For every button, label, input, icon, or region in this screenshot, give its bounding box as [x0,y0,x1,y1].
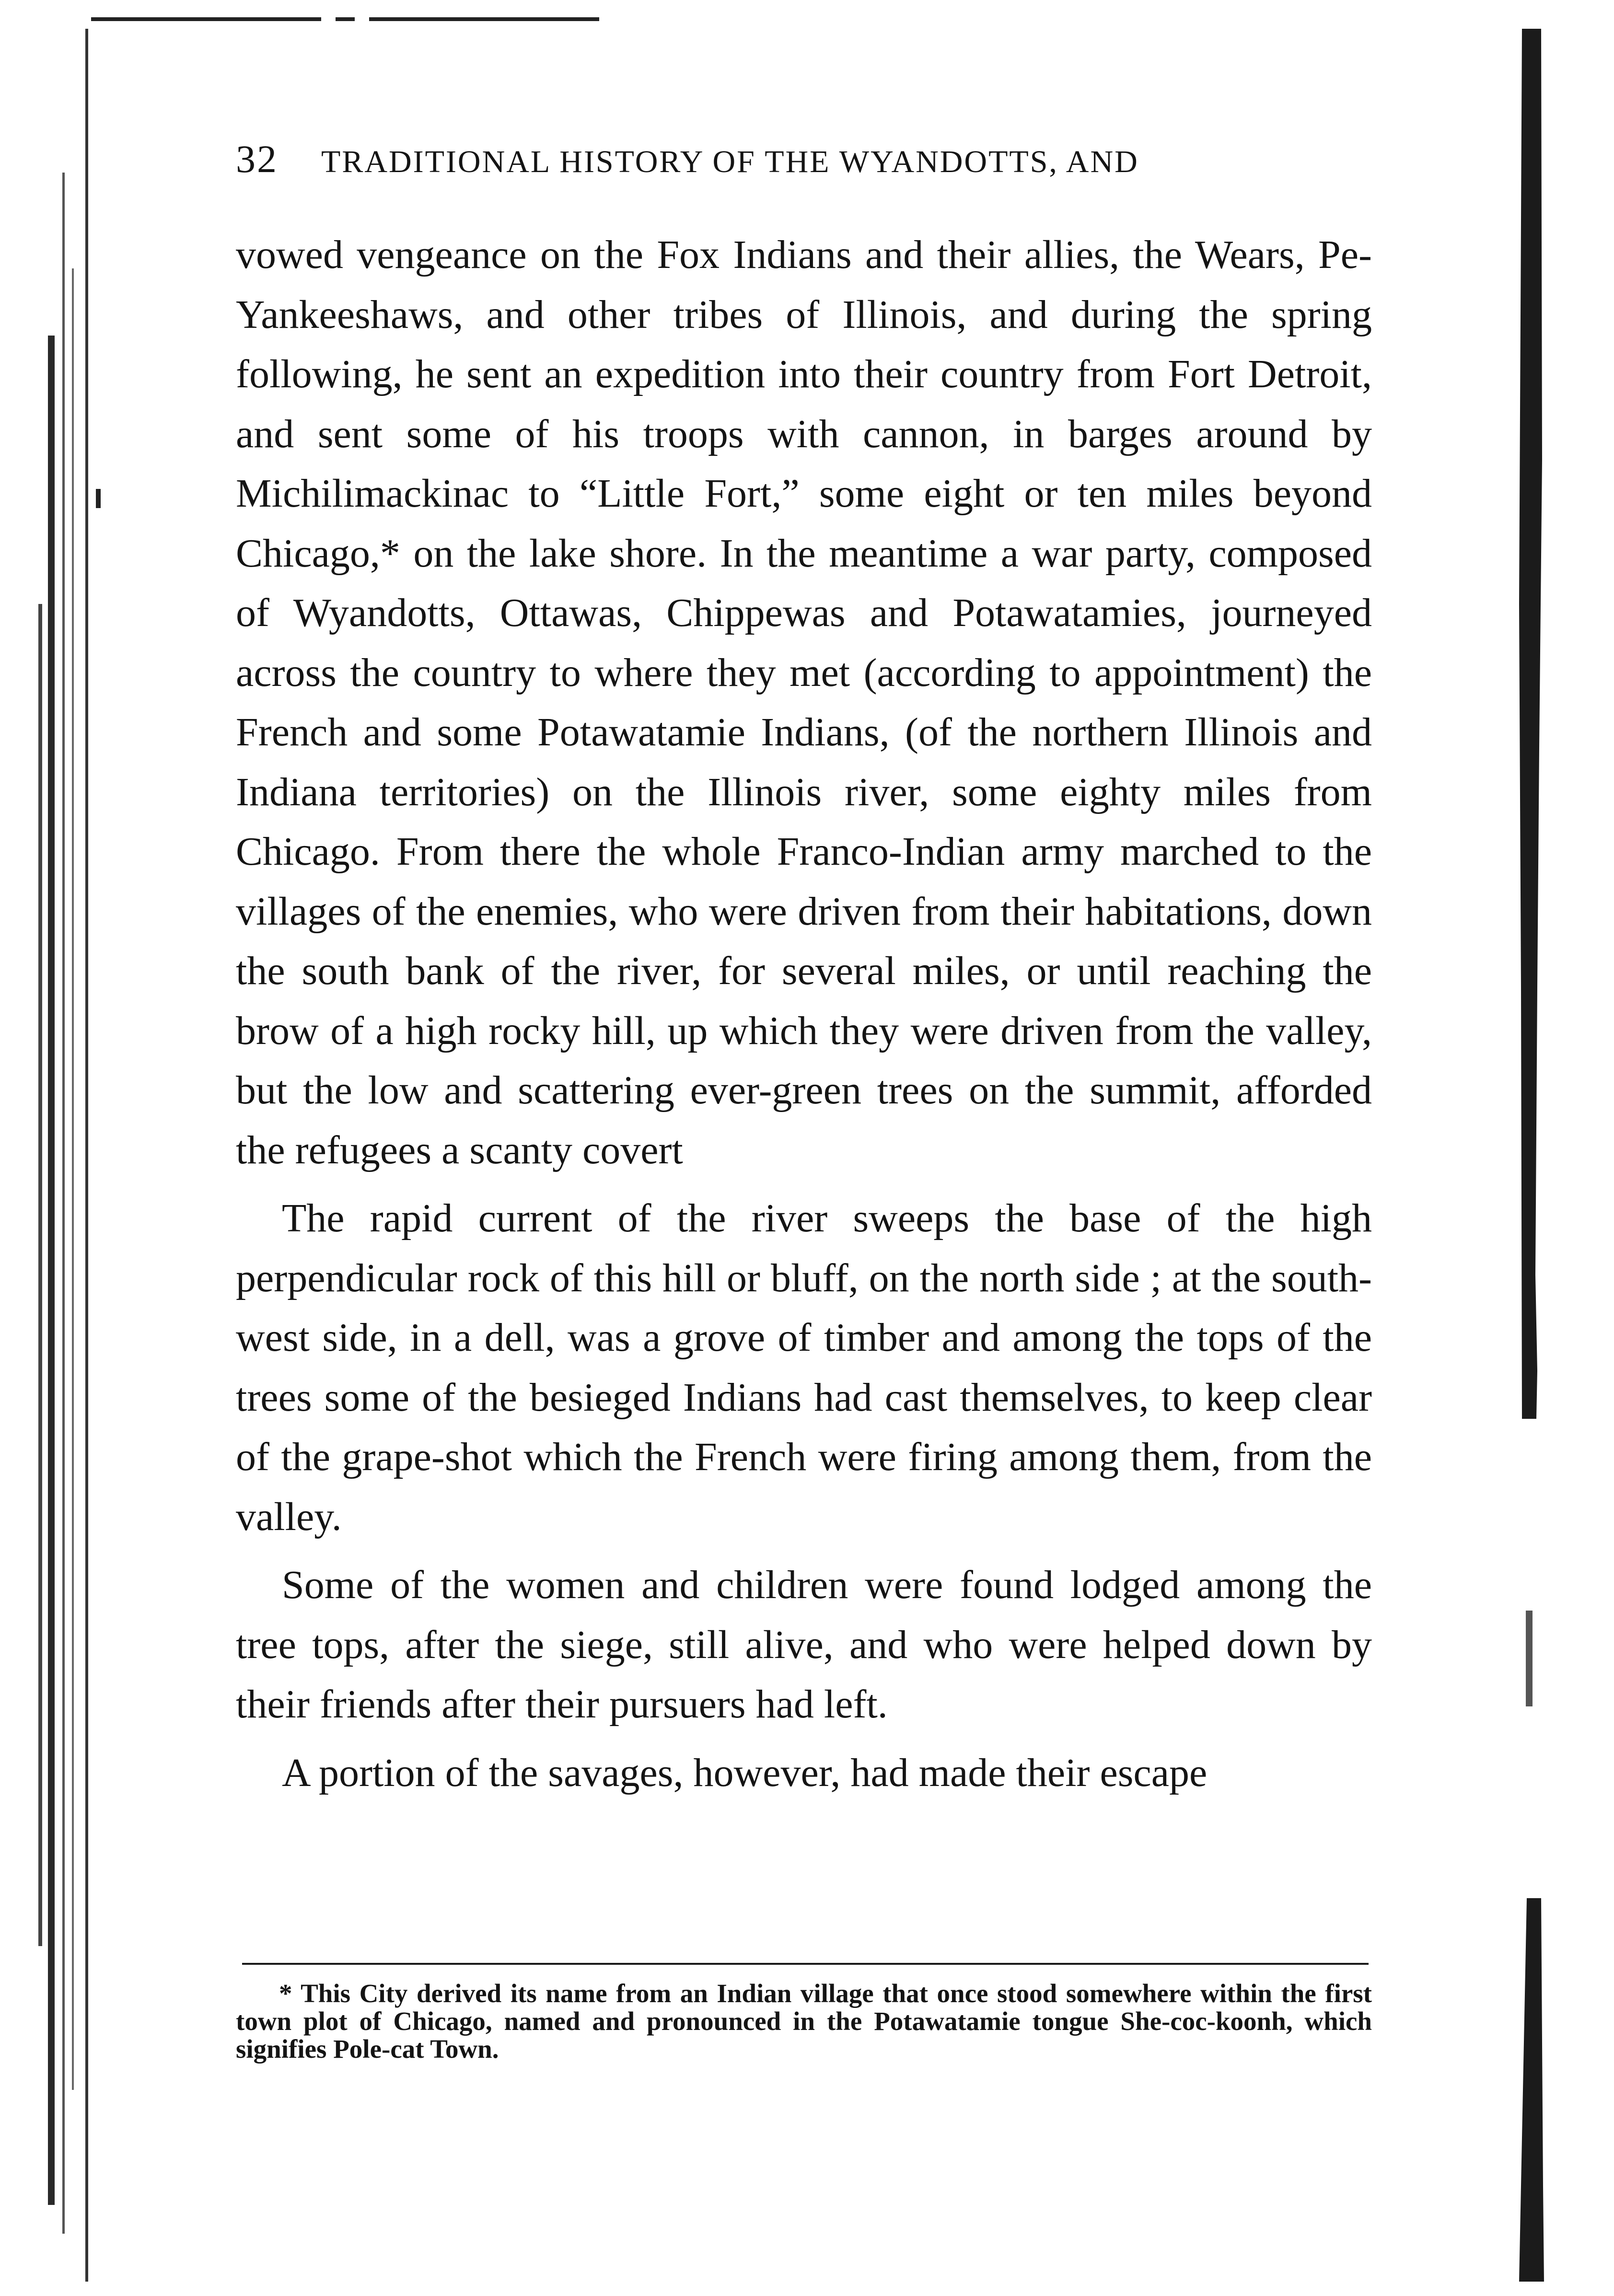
footnote-divider [242,1963,1369,1965]
running-title: TRADITIONAL HISTORY OF THE WYANDOTTS, AND [321,144,1139,179]
paragraph-1: vowed vengeance on the Fox Indians and their allies, the Wears, Pe-Yankeeshaws, and other tribes of Illinois, and during the spring following, he sent an expedition into their country from Fort Detroit, and sent some of his troops with cannon, in barges around by Michilimackinac to “Little Fort,” some eight or ten miles beyond Chicago,* on the lake shore. In the meantime a war party, composed of Wyandotts, Ottawas, Chippewas and Potawatamies, journeyed across the country to where they met (according to appointment) the French and some Potawatamie Indians, (of the northern Illinois and Indiana territories) on the Illinois river, some eighty miles from Chicago. From there the whole Franco-Indian army marched to the villages of the enemies, who were driven from their habitations, down the south bank of the river, for several miles, or until reaching the brow of a high rocky hill, up which they were driven from the valley, but the low and scattering ever-green trees on the summit, afforded the refugees a scanty covert [236,232,1372,1172]
scan-left-edge [29,29,101,2282]
paragraph-3: Some of the women and children were found lodged among the tree tops, after the siege, still alive, and who were helped down by their friends after their pursuers had left. [236,1563,1372,1727]
footnote: * This City derived its name from an Indian village that once stood somewhere within the first town plot of Chicago, named and pronounced in the Potawatamie tongue She-coc-koonh, which signifies Pole-cat Town. [236,1979,1372,2064]
scan-top-rule-3 [369,17,599,21]
scan-top-rule-2 [336,17,355,21]
running-header [236,137,1377,182]
scan-right-edge [1512,29,1551,2282]
scan-top-rule-1 [91,17,321,21]
body-text [236,225,1372,1811]
page-number: 32 [236,137,278,181]
paragraph-2: The rapid current of the river sweeps the base of the high perpendicular rock of this hill or bluff, on the north side ; at the south-west side, in a dell, was a grove of timber and among the tops of the trees some of the besieged Indians had cast themselves, to keep clear of the grape-shot which the French were firing among them, from the valley. [236,1196,1372,1539]
scan-top-rule-4 [523,17,536,21]
paragraph-4: A portion of the savages, however, had made their escape [282,1750,1208,1795]
